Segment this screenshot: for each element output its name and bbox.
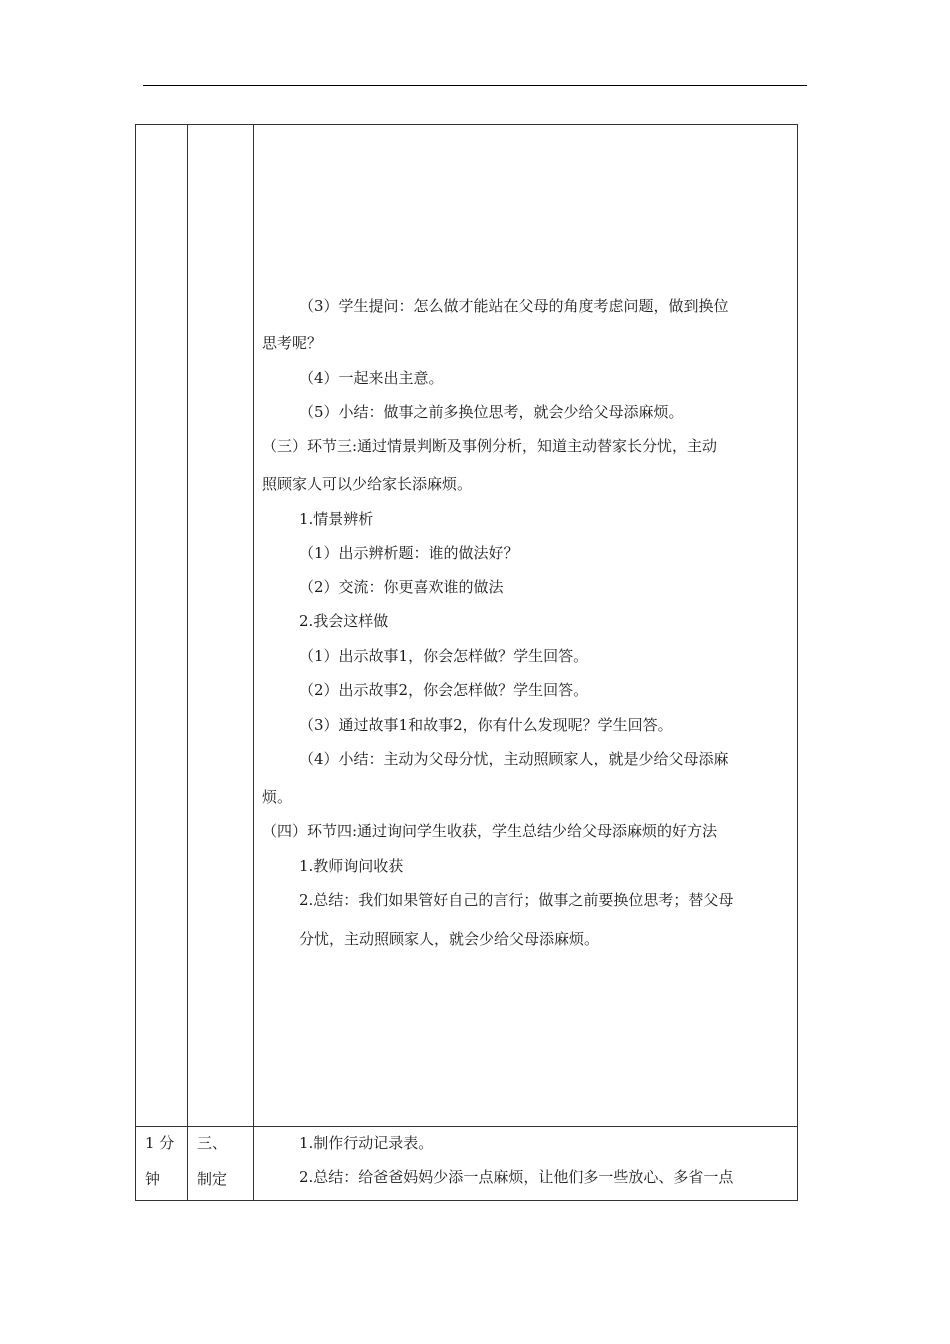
time-cell-line: 钟: [145, 1170, 161, 1188]
content-line: 2.总结：给爸爸妈妈少添一点麻烦，让他们多一些放心、多省一点: [299, 1168, 734, 1186]
content-line: 照顾家人可以少给家长添麻烦。: [262, 475, 473, 493]
content-line: （3）通过故事1和故事2，你有什么发现呢？学生回答。: [299, 716, 673, 734]
content-line: 2.总结：我们如果管好自己的言行；做事之前要换位思考；替父母: [299, 891, 734, 909]
step-cell-line: 三、: [197, 1134, 228, 1152]
row-divider: [136, 1126, 797, 1127]
content-line: （4）小结：主动为父母分忧，主动照顾家人，就是少给父母添麻: [299, 750, 729, 768]
time-cell-line: 1 分: [145, 1134, 175, 1152]
content-line: （4）一起来出主意。: [299, 369, 444, 387]
content-line: （1）出示辨析题：谁的做法好？: [299, 544, 519, 562]
content-line: （1）出示故事1，你会怎样做？学生回答。: [299, 647, 589, 665]
section-heading: （三）环节三:通过情景判断及事例分析，知道主动替家长分忧，主动: [262, 437, 718, 455]
content-line: （2）出示故事2，你会怎样做？学生回答。: [299, 681, 589, 699]
content-line: （2）交流：你更喜欢谁的做法: [299, 578, 504, 596]
content-line: 1.制作行动记录表。: [299, 1134, 434, 1152]
content-line: 思考呢？: [262, 334, 323, 352]
content-line: 2.我会这样做: [299, 612, 389, 630]
content-line: 1.情景辨析: [299, 510, 374, 528]
column-divider: [253, 125, 254, 1200]
content-line: （3）学生提问：怎么做才能站在父母的角度考虑问题，做到换位: [299, 297, 729, 315]
content-line: （5）小结：做事之前多换位思考，就会少给父母添麻烦。: [299, 403, 684, 421]
header-rule: [143, 85, 807, 86]
content-line: 1.教师询问收获: [299, 857, 404, 875]
content-line: 分忧，主动照顾家人，就会少给父母添麻烦。: [299, 930, 600, 948]
section-heading: （四）环节四:通过询问学生收获，学生总结少给父母添麻烦的好方法: [262, 822, 718, 840]
step-cell-line: 制定: [197, 1170, 228, 1188]
column-divider: [187, 125, 188, 1200]
content-line: 烦。: [262, 788, 293, 806]
